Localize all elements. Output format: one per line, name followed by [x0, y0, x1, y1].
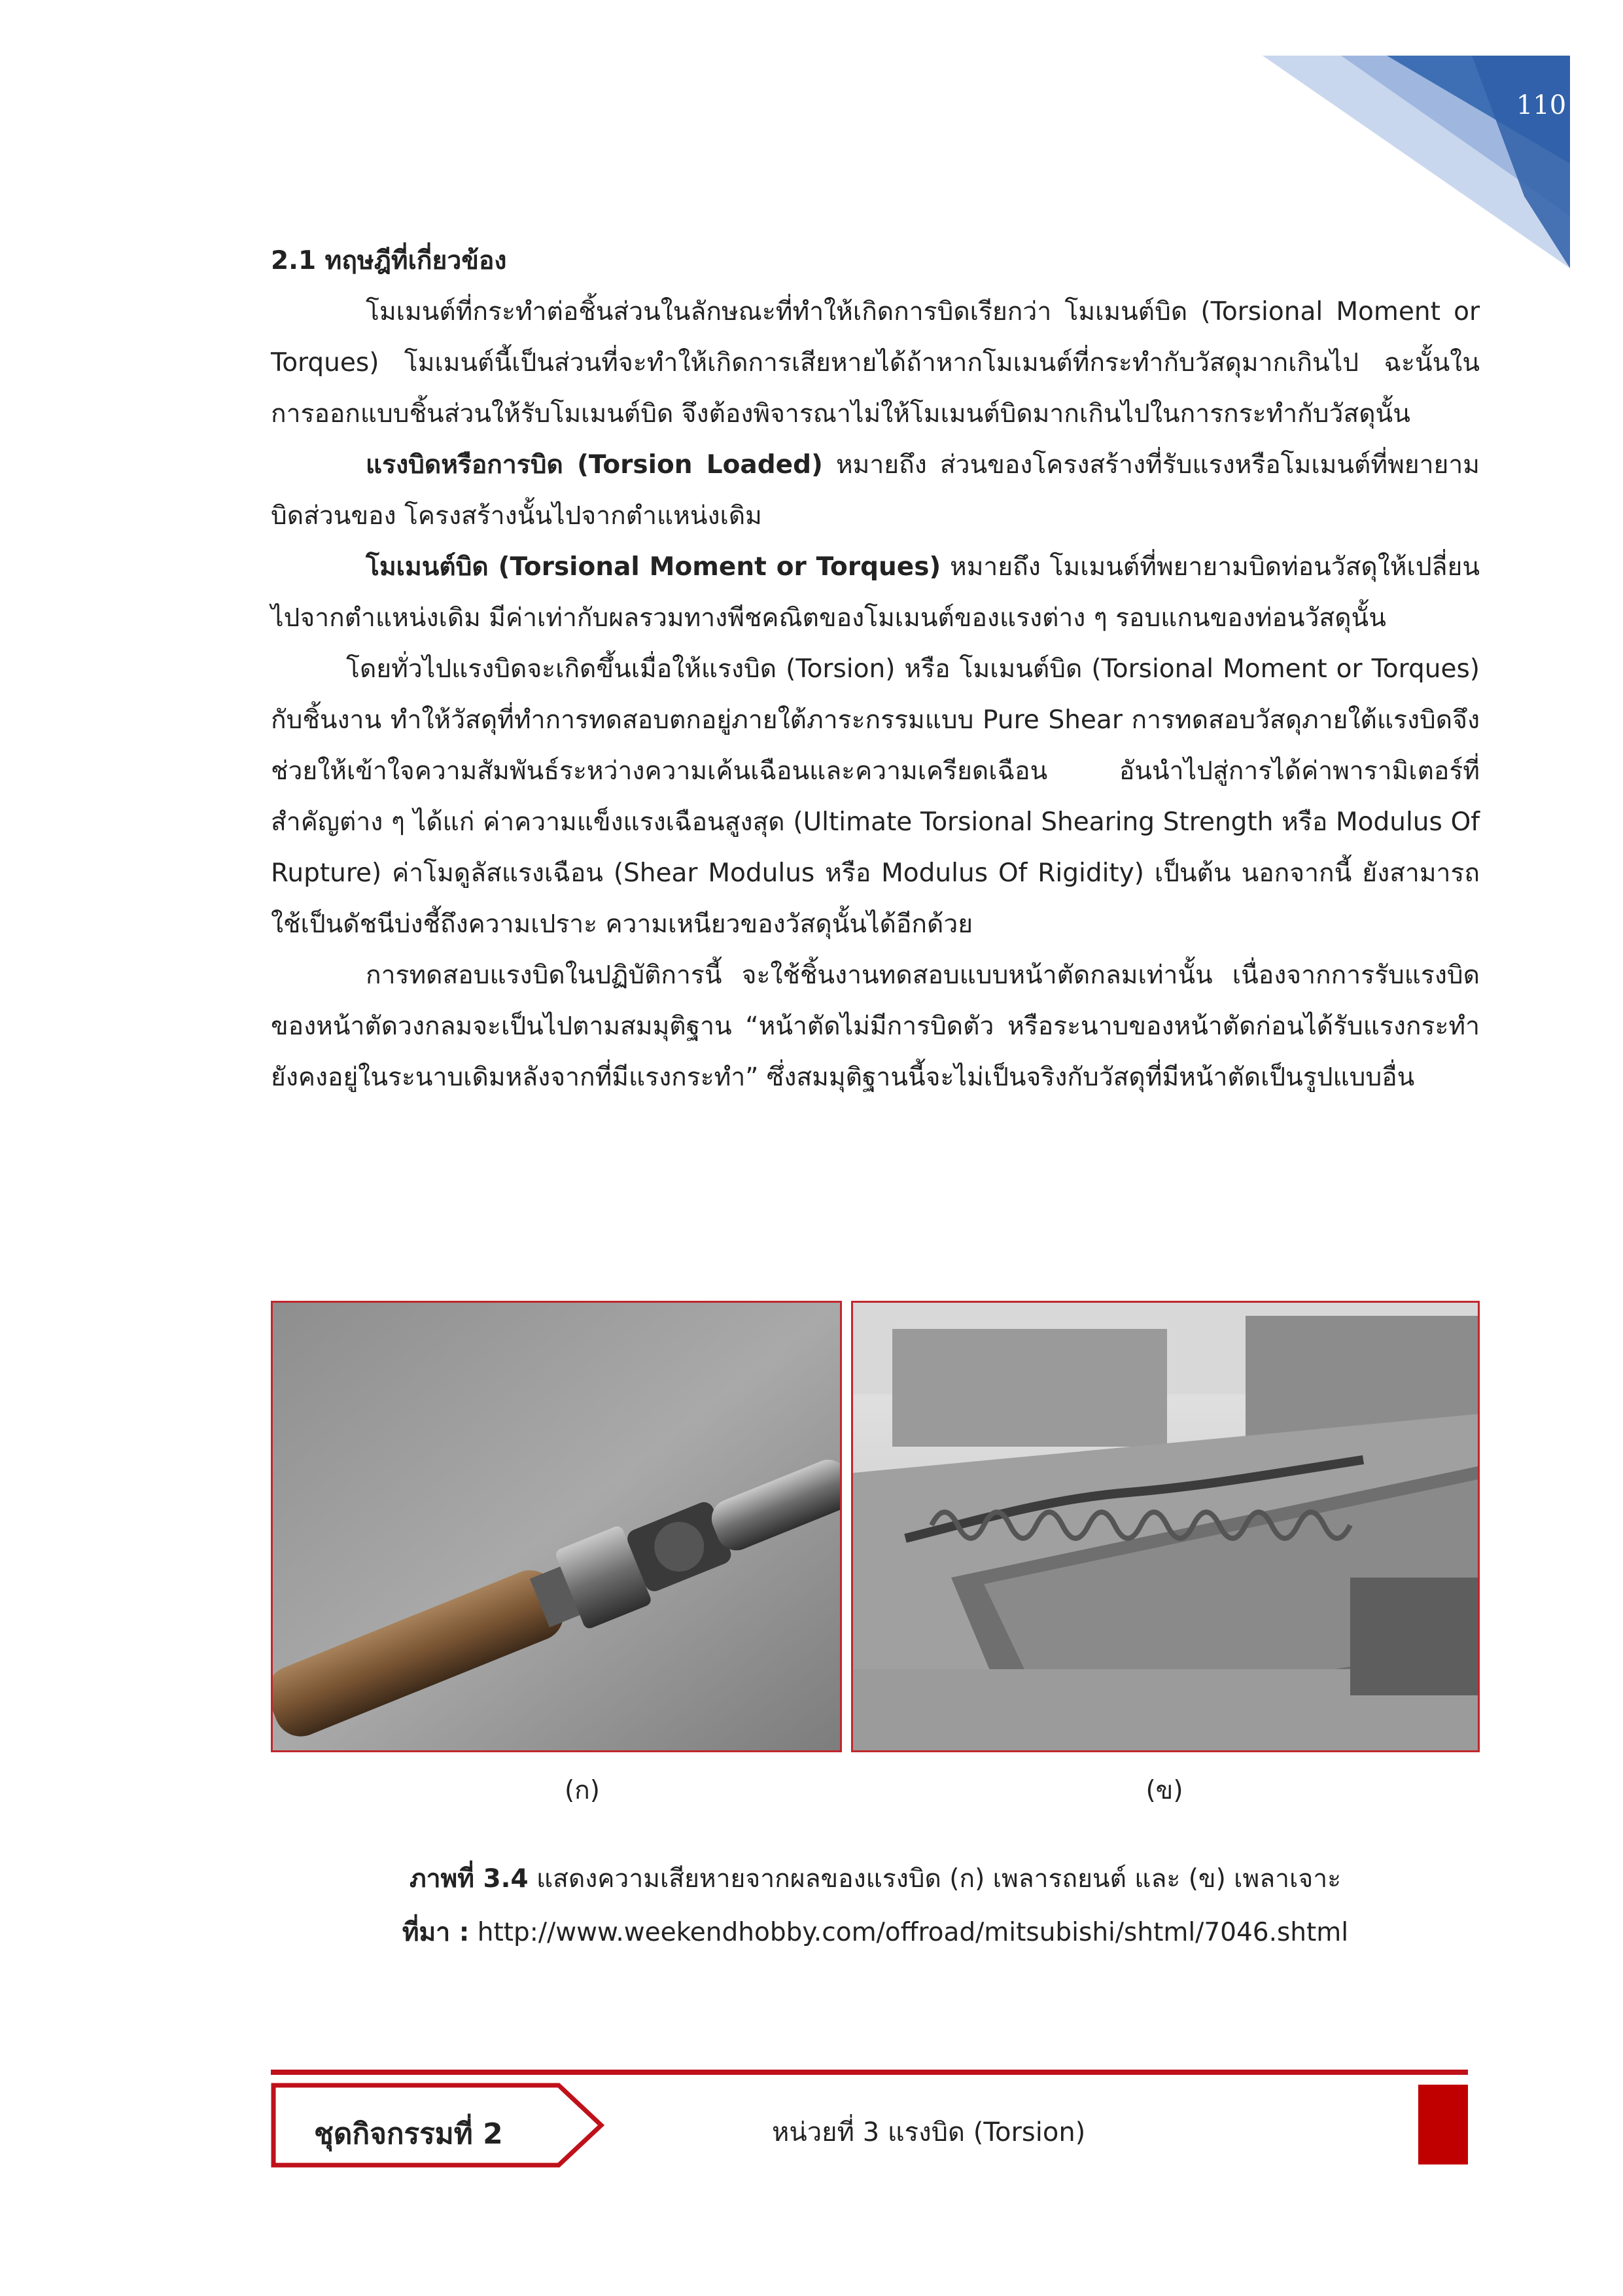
- paragraph-1: โมเมนต์ที่กระทำต่อชิ้นส่วนในลักษณะที่ทำให้เกิดการบิดเรียกว่า โมเมนต์บิด (Torsional Moment or Torques) โมเมนต์นี้เป็นส่วนที่จะทำให้เกิดการเสียหายได้ถ้าหากโมเมนต์ที่กระทำกับวัสดุมากเกินไป ฉะนั้นในการออกแบบชิ้นส่วนให้รับโมเมนต์บิด จึงต้องพิจารณาไม่ให้โมเมนต์บิดมากเกินไปในการกระทำกับวัสดุนั้น: [271, 297, 1480, 429]
- term-torsional-moment: โมเมนต์บิด (Torsional Moment or Torques): [366, 552, 941, 582]
- paragraph-4: โดยทั่วไปแรงบิดจะเกิดขึ้นเมื่อให้แรงบิด (Torsion) หรือ โมเมนต์บิด (Torsional Moment or Torques) กับชิ้นงาน ทำให้วัสดุที่ทำการทดสอบตกอยู่ภายใต้ภาระกรรมแบบ Pure Shear การทดสอบวัสดุภายใต้แรงบิดจึงช่วยให้เข้าใจความสัมพันธ์ระหว่างความเค้นเฉือนและความเครียดเฉือน อันนำไปสู่การได้ค่าพารามิเตอร์ที่สำคัญต่าง ๆ ได้แก่ ค่าความแข็งแรงเฉือนสูงสุด (Ultimate Torsional Shearing Strength หรือ Modulus Of Rupture) ค่าโมดูลัสแรงเฉือน (Shear Modulus หรือ Modulus Of Rigidity) เป็นต้น นอกจากนี้ ยังสามารถใช้เป็นดัชนีบ่งชี้ถึงความเปราะ ความเหนียวของวัสดุนั้นได้อีกด้วย: [271, 654, 1480, 939]
- figure-b-auger-shaft-photo: [851, 1301, 1480, 1752]
- figure-source: [271, 1912, 1480, 1952]
- main-content: [271, 236, 1480, 1103]
- figure-caption: [271, 1858, 1480, 1899]
- figure-a-drive-shaft-photo: [271, 1301, 842, 1752]
- footer-red-block: [1418, 2085, 1468, 2164]
- term-torsion-loaded: แรงบิดหรือการบิด (Torsion Loaded): [366, 450, 823, 480]
- paragraph-2-text: หมายถึง ส่วนของโครงสร้างที่รับแรงหรือโมเมนต์ที่พยายามบิดส่วนของ โครงสร้างนั้นไปจากตำแหน่งเดิม: [271, 450, 1480, 531]
- caption-text: แสดงความเสียหายจากผลของแรงบิด (ก) เพลารถยนต์ และ (ข) เพลาเจาะ: [528, 1864, 1342, 1894]
- paragraph-2: [271, 440, 1480, 542]
- paragraph-3: [271, 542, 1480, 644]
- footer-divider: [271, 2070, 1468, 2075]
- figure-label-b: (ข): [1145, 1776, 1183, 1805]
- paragraph-5: การทดสอบแรงบิดในปฏิบัติการนี้ จะใช้ชิ้นงานทดสอบแบบหน้าตัดกลมเท่านั้น เนื่องจากการรับแรงบิดของหน้าตัดวงกลมจะเป็นไปตามสมมุติฐาน “หน้าตัดไม่มีการบิดตัว หรือระนาบของหน้าตัดก่อนได้รับแรงกระทำยังคงอยู่ในระนาบเดิมหลังจากที่มีแรงกระทำ” ซึ่งสมมุติฐานนี้จะไม่เป็นจริงกับวัสดุที่มีหน้าตัดเป็นรูปแบบอื่น: [271, 961, 1480, 1092]
- paragraph-3-text: หมายถึง โมเมนต์ที่พยายามบิดท่อนวัสดุให้เปลี่ยนไปจากตำแหน่งเดิม มีค่าเท่ากับผลรวมทางพีชคณิตของโมเมนต์ของแรงต่าง ๆ รอบแกนของท่อนวัสดุนั้น: [271, 552, 1480, 633]
- source-url: http://www.weekendhobby.com/offroad/mitsubishi/shtml/7046.shtml: [469, 1918, 1349, 1947]
- page-number: 110: [1516, 90, 1567, 120]
- caption-label: ภาพที่ 3.4: [409, 1864, 529, 1894]
- corner-decoration: [0, 0, 1623, 275]
- footer-unit-title: หน่วยที่ 3 แรงบิด (Torsion): [772, 2117, 1086, 2147]
- source-label: ที่มา :: [402, 1918, 470, 1947]
- figure-label-a: (ก): [564, 1776, 601, 1805]
- section-heading: 2.1 ทฤษฎีที่เกี่ยวข้อง: [271, 246, 507, 275]
- footer-activity-title: ชุดกิจกรรมที่ 2: [314, 2117, 503, 2151]
